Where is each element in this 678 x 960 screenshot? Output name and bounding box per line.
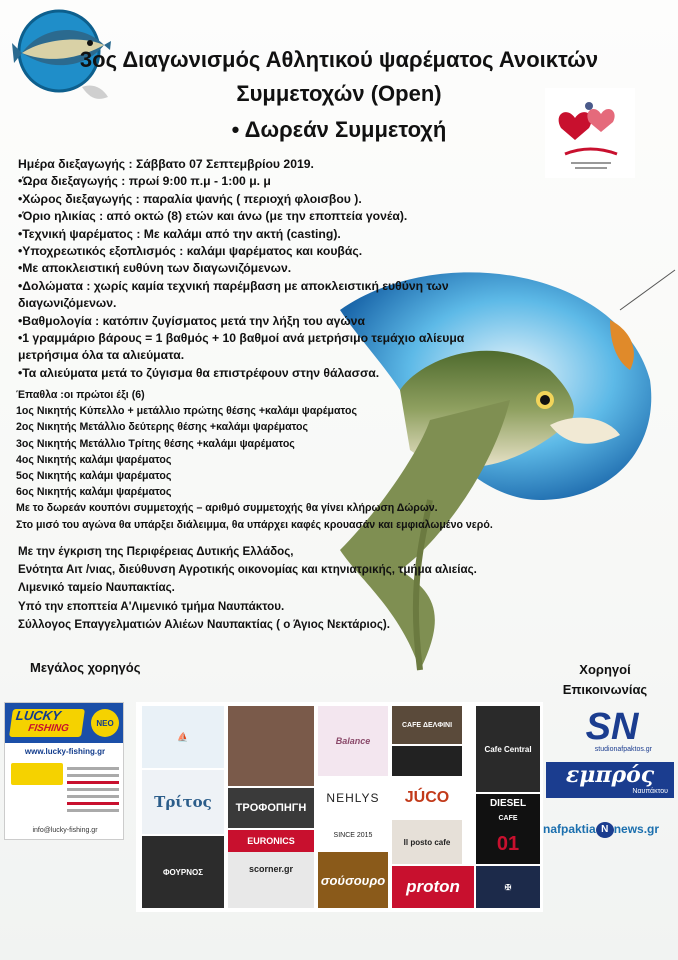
sponsor-tile: CAFE (476, 812, 540, 824)
info-line: •Ώρα διεξαγωγής : πρωί 9:00 π.μ - 1:00 μ. μ (18, 174, 271, 189)
info-line: •Τεχνική ψαρέματος : Με καλάμι από την ακτή (casting). (18, 226, 341, 241)
lucky-brand-2: FISHING (27, 723, 70, 734)
sponsor-tile: proton (392, 866, 474, 908)
prize-line: 5ος Νικητής καλάμι ψαρέματος (16, 470, 172, 483)
sn-text: SN (585, 706, 639, 748)
prize-line: 4ος Νικητής καλάμι ψαρέματος (16, 453, 172, 466)
empros-text: εμπρός (565, 762, 655, 788)
sponsor-tile: SINCE 2015 (318, 820, 388, 850)
sponsor-tile: ΤΡΟΦΟΠΗΓΗ (228, 788, 314, 828)
sponsor-tile: CAFE ΔΕΛΦΙΝΙ (392, 706, 462, 744)
approval-line: Λιμενικό ταμείο Ναυπακτίας. (18, 581, 175, 595)
lucky-email[interactable]: info@lucky-fishing.gr (32, 827, 98, 834)
sn-url: studionafpaktos.gr (594, 746, 652, 753)
prize-line: 6ος Νικητής καλάμι ψαρέματος (16, 486, 172, 499)
sponsor-tile: DIESEL (476, 794, 540, 812)
sponsor-tile: Balance (318, 706, 388, 776)
prize-line: Με το δωρεάν κουπόνι συμμετοχής – αριθμό συμμετοχής θα γίνει κλήρωση Δώρων. (16, 502, 438, 515)
sponsor-tile: Τρίτος (142, 770, 224, 834)
empros-logo (546, 762, 674, 798)
prize-line: Στο μισό του αγώνα θα υπάρξει διάλειμμα, θα υπάρχει καφές κρουασάν και εμφιαλωμένο νερό. (16, 518, 493, 531)
main-sponsor-label: Μεγάλος χορηγός (30, 660, 141, 675)
lucky-url[interactable]: www.lucky-fishing.gr (24, 747, 106, 756)
sponsor-tile: ΦΟΥΡΝΟΣ (142, 836, 224, 908)
prize-line: 2ος Νικητής Μετάλλιο δεύτερης θέσης +καλάμι ψαρέματος (16, 421, 309, 434)
info-line: διαγωνιζόμενων. (18, 296, 117, 311)
lucky-fishing-sponsor-card (4, 702, 124, 840)
media-label-line: Επικοινωνίας (562, 682, 648, 697)
new-badge: NEO (91, 709, 119, 737)
news-text: news.gr (613, 822, 660, 837)
sponsor-grid (136, 702, 543, 912)
info-line: •Βαθμολογία : κατόπιν ζυγίσματος μετά την λήξη του αγώνα (18, 313, 365, 328)
sponsor-tile: ⛵ (142, 706, 224, 768)
info-line: •Υποχρεωτικός εξοπλισμός : καλάμι ψαρέματος και κουβάς. (18, 244, 363, 259)
approval-list (18, 543, 578, 634)
approval-line: Υπό την εποπτεία Α'Λιμενικό τμήμα Ναυπάκτου. (18, 599, 285, 613)
media-label-line: Χορηγοί (579, 662, 631, 677)
info-line: •Χώρος διεξαγωγής : παραλία ψανής ( περιοχή φλοισβου ). (18, 191, 362, 206)
info-line: •Δολώματα : χωρίς καμία τεχνική παρέμβαση με αποκλειστική ευθύνη των (18, 278, 449, 293)
lucky-brand: LUCKY (15, 708, 62, 723)
info-line: Ημέρα διεξαγωγής : Σάββατο 07 Σεπτεμβρίου 2019. (18, 157, 314, 171)
empros-sub: Ναυπάκτου (632, 788, 668, 795)
info-line: •Με αποκλειστική ευθύνη των διαγωνιζόμενων. (18, 261, 292, 276)
nafpaktia-news-logo (543, 822, 673, 844)
sponsor-tile: scorner.gr (228, 830, 314, 908)
info-line: •1 γραμμάριο βάρους = 1 βαθμός + 10 βαθμοί ανά μετρήσιμο τεμάχιο αλίευμα (18, 331, 465, 346)
prize-list (16, 387, 576, 533)
info-line: •Όριο ηλικίας : από οκτώ (8) ετών και άνω (με την εποπτεία γονέα). (18, 209, 408, 224)
title-line-3: • Δωρεάν Συμμετοχή (231, 117, 447, 142)
sponsor-tile: EURONICS (228, 830, 314, 852)
info-line: •Τα αλιεύματα μετά το ζύγισμα θα επιστρέφουν στην θάλασσα. (18, 365, 380, 380)
prize-line: 3ος Νικητής Μετάλλιο Τρίτης θέσης +καλάμι ψαρέματος (16, 437, 295, 450)
sn-logo (572, 708, 652, 756)
sponsor-tile (228, 706, 314, 786)
sponsor-tile: ✠ (476, 866, 540, 908)
lucky-logo (9, 709, 85, 737)
sponsor-tile: JÚCO (392, 778, 462, 818)
title-line-1: 3ος Διαγωνισμός Αθλητικού ψαρέματος Ανοικτών (79, 47, 599, 72)
media-sponsors-label (540, 660, 670, 700)
prize-line: Έπαθλα :οι πρώτοι έξι (6) (16, 389, 145, 401)
info-line: μετρήσιμα όλα τα αλιεύματα. (18, 348, 185, 363)
heart-charity-logo (545, 88, 635, 178)
approval-line: Ενότητα Αιτ /νιας, διεύθυνση Αγροτικής οικονομίας και κτηνιατρικής, τμήμα αλιείας. (18, 563, 477, 577)
sponsor-tile: NEHLYS (318, 778, 388, 818)
sponsor-tile: 01 (476, 824, 540, 864)
sponsor-tile: Il posto cafe (392, 820, 462, 864)
approval-line: Με την έγκριση της Περιφέρειας Δυτικής Ελλάδος, (18, 545, 294, 558)
nafpaktia-text: nafpaktia (543, 822, 596, 837)
nn-icon: N (596, 822, 614, 838)
title-line-2: Συμμετοχών (Open) (236, 81, 442, 106)
sponsor-tile: Cafe Central (476, 706, 540, 792)
sponsor-tile (392, 746, 462, 776)
approval-line: Σύλλογος Επαγγελματιών Αλιέων Ναυπακτίας ( ο Άγιος Νεκτάριος). (18, 617, 390, 631)
sponsor-tile: σούσουρο (318, 852, 388, 908)
info-list (18, 156, 518, 382)
prize-line: 1ος Νικητής Κύπελλο + μετάλλιο πρώτης θέσης +καλάμι ψαρέματος (16, 405, 357, 418)
